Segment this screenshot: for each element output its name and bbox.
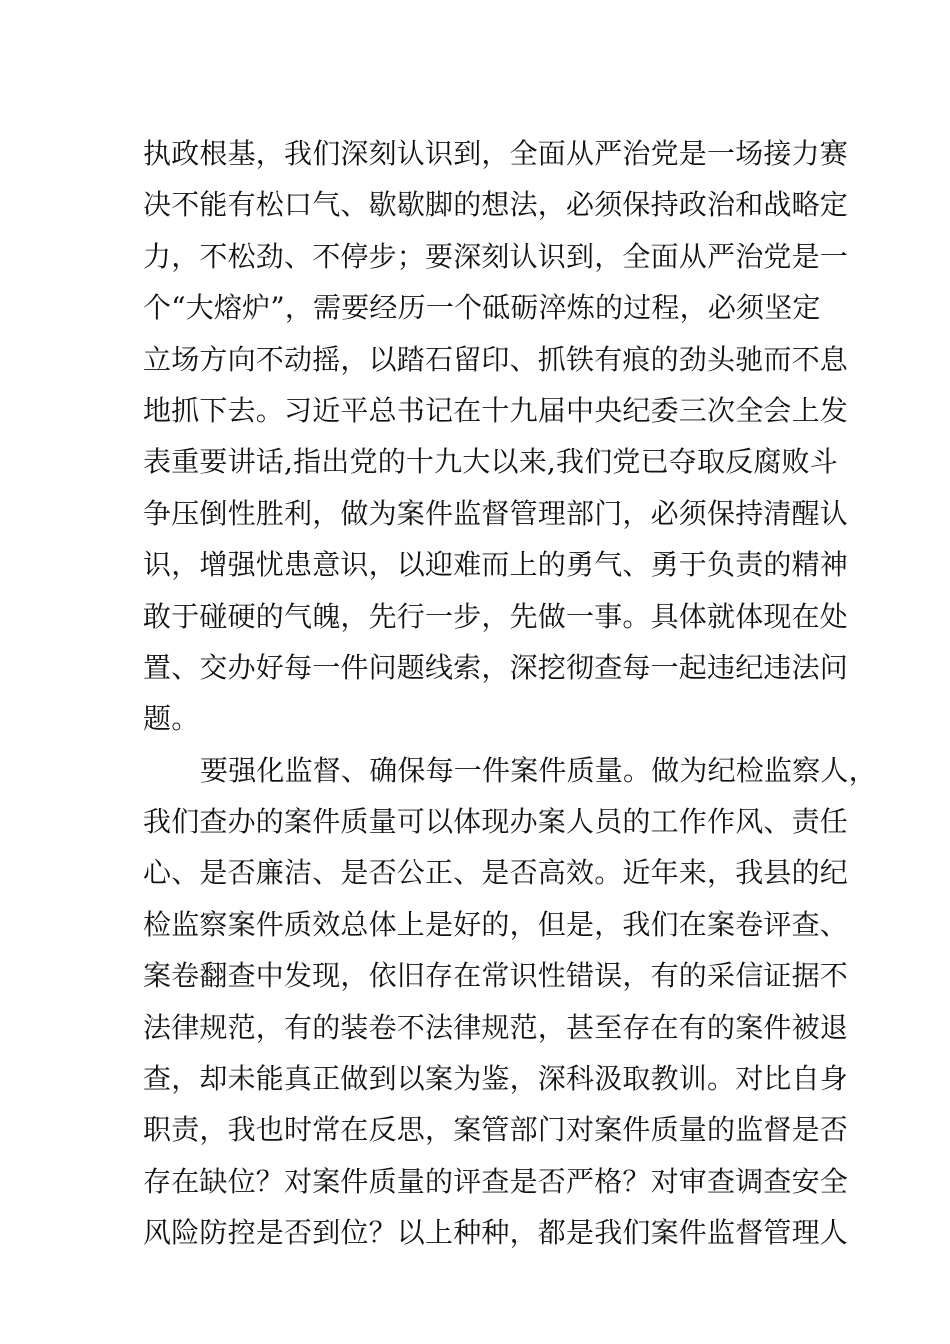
text-line: 执政根基，我们深刻认识到，全面从严治党是一场接力赛 <box>143 137 849 170</box>
text-line: 风险防控是否到位？以上种种，都是我们案件监督管理人 <box>143 1216 849 1250</box>
text-line: 要强化监督、确保每一件案件质量。做为纪检监察人， <box>200 753 877 787</box>
text-line: 个“大熔炉”，需要经历一个砥砺淬炼的过程，必须坚定 <box>143 291 821 325</box>
text-line: 置、交办好每一件问题线索，深挖彻查每一起违纪违法问 <box>143 650 849 684</box>
text-line: 识，增强忧患意识，以迎难而上的勇气、勇于负责的精神 <box>143 548 849 582</box>
paragraph-2 <box>143 745 877 1259</box>
text-line: 表重要讲话,指出党的十九大以来,我们党已夺取反腐败斗 <box>143 445 839 479</box>
text-line: 检监察案件质效总体上是好的，但是，我们在案卷评查、 <box>143 907 849 941</box>
text-line: 案卷翻查中发现，依旧存在常识性错误，有的采信证据不 <box>143 959 849 993</box>
text-line: 争压倒性胜利，做为案件监督管理部门，必须保持清醒认 <box>143 496 849 530</box>
text-line: 法律规范，有的装卷不法律规范，甚至存在有的案件被退 <box>143 1010 849 1044</box>
text-line: 存在缺位？对案件质量的评查是否严格？对审查调查安全 <box>143 1164 849 1198</box>
text-line: 决不能有松口气、歇歇脚的想法，必须保持政治和战略定 <box>143 188 849 222</box>
text-line: 我们查办的案件质量可以体现办案人员的工作作风、责任 <box>143 805 849 839</box>
text-line: 敢于碰硬的气魄，先行一步，先做一事。具体就体现在处 <box>143 599 849 633</box>
text-line: 立场方向不动摇，以踏石留印、抓铁有痕的劲头驰而不息 <box>143 342 849 376</box>
document-body <box>143 128 877 1259</box>
text-line: 地抓下去。习近平总书记在十九届中央纪委三次全会上发 <box>143 393 849 427</box>
text-line: 心、是否廉洁、是否公正、是否高效。近年来，我县的纪 <box>143 856 849 890</box>
text-line: 力，不松劲、不停步；要深刻认识到，全面从严治党是一 <box>143 239 849 273</box>
text-line: 查，却未能真正做到以案为鉴，深科汲取教训。对比自身 <box>143 1062 849 1096</box>
text-line: 职责，我也时常在反思，案管部门对案件质量的监督是否 <box>143 1113 849 1147</box>
paragraph-1 <box>143 128 849 745</box>
text-line: 题。 <box>143 702 200 736</box>
